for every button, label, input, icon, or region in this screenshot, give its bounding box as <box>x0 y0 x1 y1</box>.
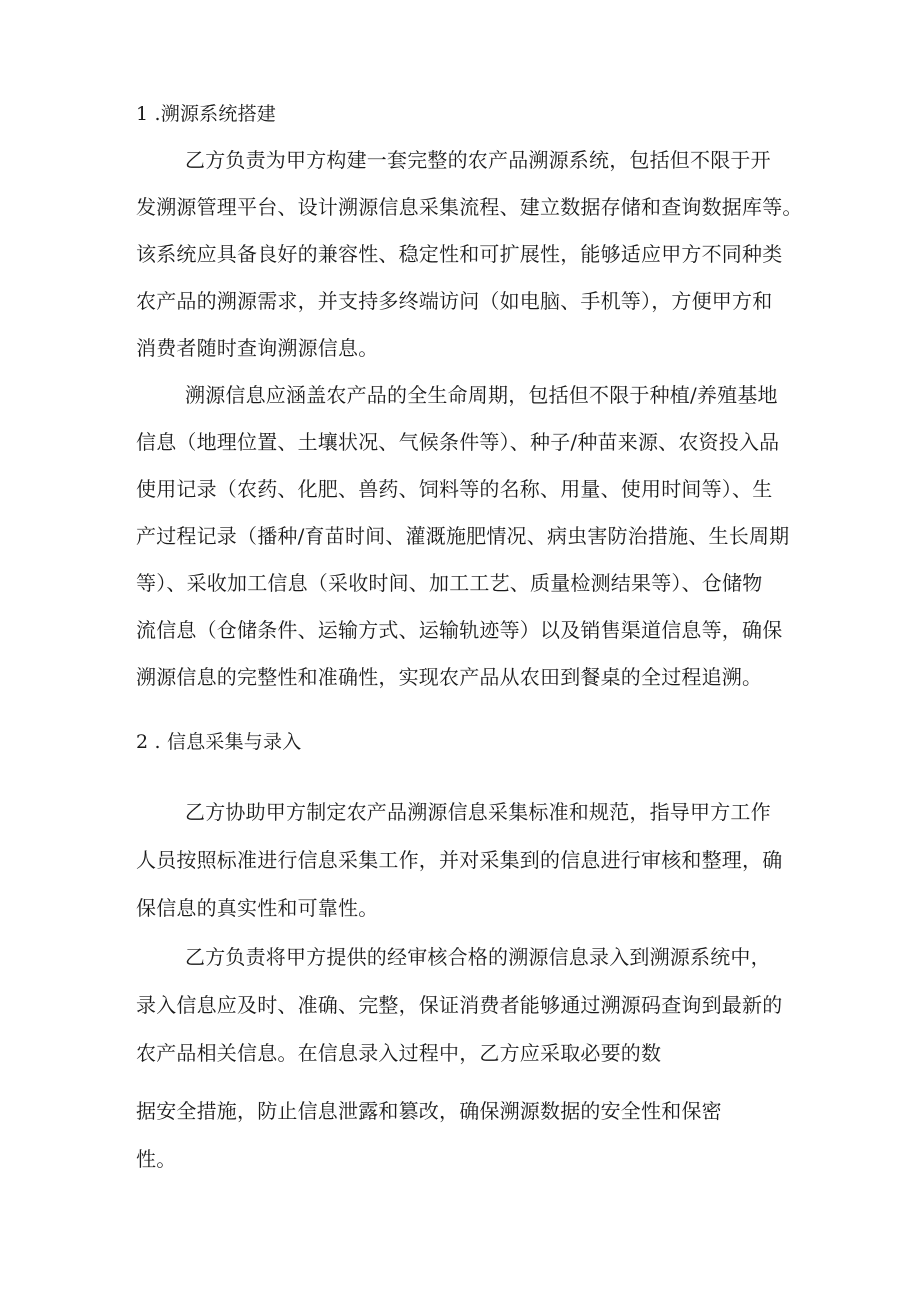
text-line: 农产品的溯源需求，并支持多终端访问（如电脑、手机等），方便甲方和 <box>136 289 773 313</box>
text-line: 等）、采收加工信息（采收时间、加工工艺、质量检测结果等）、仓储物 <box>136 571 763 595</box>
text-line: 乙方负责将甲方提供的经审核合格的溯源信息录入到溯源系统中， <box>185 945 771 969</box>
text-line: 录入信息应及时、准确、完整，保证消费者能够通过溯源码查询到最新的 <box>136 993 783 1017</box>
text-line: 保信息的真实性和可靠性。 <box>136 896 379 920</box>
text-line: 消费者随时查询溯源信息。 <box>136 336 379 360</box>
text-line: 产过程记录（播种/育苗时间、灌溉施肥情况、病虫害防治措施、生长周期 <box>136 524 790 548</box>
text-line: 信息（地理位置、土壤状况、气候条件等）、种子/种苗来源、农资投入品 <box>136 430 780 454</box>
text-line: 溯源信息应涵盖农产品的全生命周期，包括但不限于种植/养殖基地 <box>185 383 778 407</box>
text-line: 溯源信息的完整性和准确性，实现农产品从农田到餐桌的全过程追溯。 <box>136 665 763 689</box>
section-heading-2: 2 . 信息采集与录入 <box>136 731 302 753</box>
text-line: 乙方负责为甲方构建一套完整的农产品溯源系统，包括但不限于开 <box>185 148 771 172</box>
text-line: 人员按照标准进行信息采集工作，并对采集到的信息进行审核和整理，确 <box>136 848 783 872</box>
text-line: 发溯源管理平台、设计溯源信息采集流程、建立数据存储和查询数据库等。 <box>136 195 803 219</box>
text-line: 使用记录（农药、化肥、兽药、饲料等的名称、用量、使用时间等）、生 <box>136 477 773 501</box>
text-line: 农产品相关信息。在信息录入过程中，乙方应采取必要的数 <box>136 1041 662 1065</box>
text-line: 乙方协助甲方制定农产品溯源信息采集标准和规范，指导甲方工作 <box>185 800 771 824</box>
text-line: 性。 <box>136 1147 177 1171</box>
text-line: 据安全措施，防止信息泄露和篡改，确保溯源数据的安全性和保密 <box>136 1099 722 1123</box>
section-heading-1: 1 .溯源系统搭建 <box>136 103 276 125</box>
text-line: 流信息（仓储条件、运输方式、运输轨迹等）以及销售渠道信息等，确保 <box>136 618 783 642</box>
text-line: 该系统应具备良好的兼容性、稳定性和可扩展性，能够适应甲方不同种类 <box>136 242 783 266</box>
